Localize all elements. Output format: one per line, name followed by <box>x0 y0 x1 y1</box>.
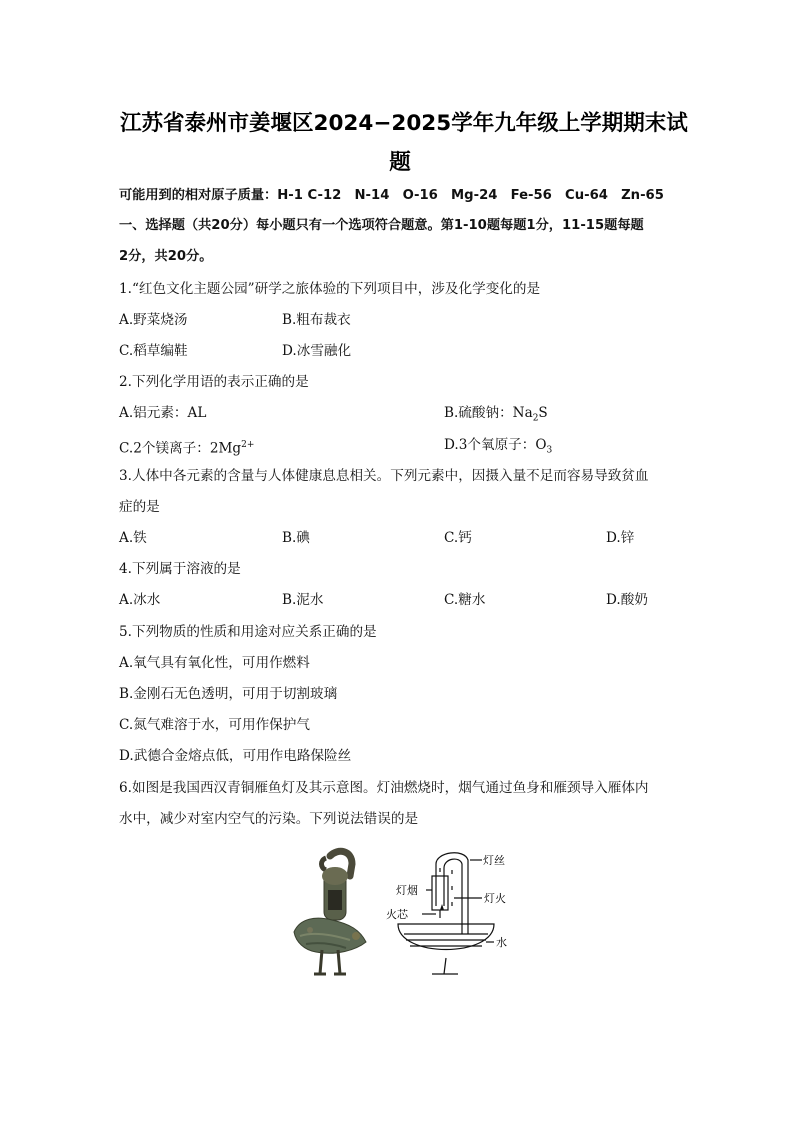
q3-option-a: A.铁 <box>119 530 147 546</box>
q1-stem: 1.“红色文化主题公园”研学之旅体验的下列项目中，涉及化学变化的是 <box>119 281 541 297</box>
q3-option-d: D.锌 <box>606 530 635 546</box>
q2-option-d: D.3个氧原子：$O_3$ <box>444 437 553 456</box>
q3-stem-line1: 3.人体中各元素的含量与人体健康息息相关。下列元素中，因摄入量不足而容易导致贫血 <box>119 468 649 484</box>
q5-option-b: B.金刚石无色透明，可用于切割玻璃 <box>119 686 338 702</box>
q5-option-d: D.武德合金熔点低，可用作电路保险丝 <box>119 748 352 764</box>
q5-stem: 5.下列物质的性质和用途对应关系正确的是 <box>119 624 377 640</box>
q3-option-b: B.碘 <box>282 530 310 546</box>
lamp-figure-svg <box>286 846 526 986</box>
q4-stem: 4.下列属于溶液的是 <box>119 561 241 577</box>
q5-option-c: C.氮气难溶于水，可用作保护气 <box>119 717 310 733</box>
q2-option-b: B.硫酸钠：$Na_2S$ <box>444 405 548 424</box>
label-core: 火芯 <box>386 908 408 921</box>
q4-option-d: D.酸奶 <box>606 592 648 608</box>
atomic-masses: 可能用到的相对原子质量：H-1 C-12 N-14 O-16 Mg-24 Fe-56 Cu-64 Zn-65 <box>119 188 664 203</box>
lamp-schematic <box>398 853 494 974</box>
q1-option-c: C.稻草编鞋 <box>119 343 188 359</box>
q1-option-d: D.冰雪融化 <box>282 343 352 359</box>
q5-option-a: A.氧气具有氧化性，可用作燃料 <box>119 655 310 671</box>
q4-option-b: B.泥水 <box>282 592 324 608</box>
label-flame: 灯火 <box>484 892 506 905</box>
q6-stem-line1: 6.如图是我国西汉青铜雁鱼灯及其示意图。灯油燃烧时，烟气通过鱼身和雁颈导入雁体内 <box>119 780 649 796</box>
q2-option-c: C.2个镁离子：$2Mg^{2+}$ <box>119 440 255 457</box>
q1-option-b: B.粗布裁衣 <box>282 312 351 328</box>
section1-instructions-line2: 2分，共20分。 <box>119 249 213 264</box>
q2-stem: 2.下列化学用语的表示正确的是 <box>119 374 309 390</box>
exam-title-line1: 江苏省泰州市姜堰区2024−2025学年九年级上学期期末试 <box>120 111 688 136</box>
q6-figure <box>286 846 526 986</box>
q6-stem-line2: 水中，减少对室内空气的污染。下列说法错误的是 <box>119 811 419 827</box>
label-wick-thread: 灯丝 <box>483 854 505 867</box>
label-chimney: 灯烟 <box>396 884 418 897</box>
bronze-lamp-photo <box>294 851 366 974</box>
q3-stem-line2: 症的是 <box>119 499 160 515</box>
q4-option-c: C.糖水 <box>444 592 486 608</box>
q1-option-a: A.野菜烧汤 <box>119 312 188 328</box>
q4-option-a: A.冰水 <box>119 592 161 608</box>
exam-title-line2: 题 <box>389 150 411 175</box>
q3-option-c: C.钙 <box>444 530 472 546</box>
label-water: 水 <box>496 936 507 949</box>
q2-option-a: A.铝元素：AL <box>119 405 207 421</box>
section1-instructions-line1: 一、选择题（共20分）每小题只有一个选项符合题意。第1-10题每题1分，11-15题每题 <box>119 218 644 233</box>
